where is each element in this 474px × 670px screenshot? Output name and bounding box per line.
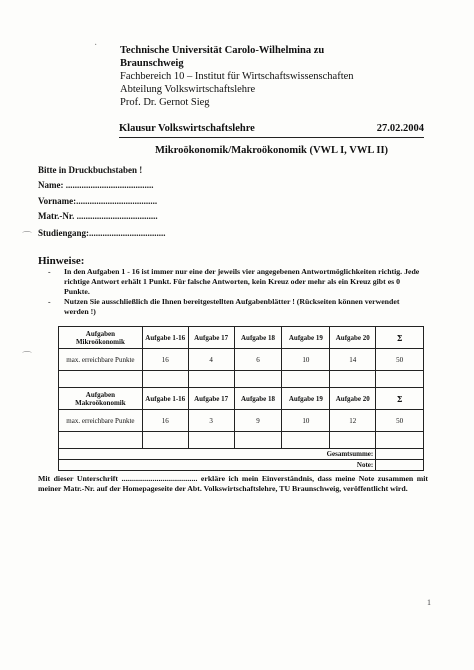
division: Abteilung Volkswirtschaftslehre bbox=[120, 84, 256, 95]
header-cell: Aufgabe 18 bbox=[234, 388, 282, 410]
note-label: Note: bbox=[59, 460, 376, 471]
points-cell: 4 bbox=[188, 349, 234, 371]
points-cell: 10 bbox=[282, 349, 330, 371]
micro-header-row bbox=[59, 327, 424, 349]
points-cell: 14 bbox=[330, 349, 376, 371]
macro-points-row bbox=[59, 410, 424, 432]
hinweis-text: Nutzen Sie ausschließlich die Ihnen bereitgestellten Aufgabenblätter ! (Rückseiten können verwendet werden !) bbox=[64, 297, 400, 316]
vorname-field[interactable]: Vorname:.................................... bbox=[38, 196, 158, 206]
header-cell: Aufgabe 1-16 bbox=[142, 388, 188, 410]
gesamtsumme-label: Gesamtsumme: bbox=[59, 449, 376, 460]
exam-title-row bbox=[119, 123, 424, 134]
letterhead bbox=[120, 44, 450, 109]
points-label: max. erreichbare Punkte bbox=[59, 349, 143, 371]
header-cell: Aufgabe 18 bbox=[234, 327, 282, 349]
bullet-dash: - bbox=[48, 267, 51, 276]
points-total: 50 bbox=[376, 410, 424, 432]
university-name: Technische Universität Carolo-Wilhelmina zu bbox=[120, 45, 325, 56]
points-cell: 16 bbox=[142, 410, 188, 432]
hinweise-list bbox=[48, 267, 424, 317]
note-value[interactable] bbox=[376, 460, 424, 471]
micro-score-row bbox=[59, 371, 424, 388]
header-cell: Aufgabe 20 bbox=[330, 327, 376, 349]
points-label: max. erreichbare Punkte bbox=[59, 410, 143, 432]
university-name-cont: Braunschweig bbox=[120, 58, 184, 69]
exam-subtitle: Mikroökonomik/Makroökonomik (VWL I, VWL II) bbox=[154, 145, 389, 156]
hinweis-item bbox=[48, 297, 424, 317]
department: Fachbereich 10 – Institut für Wirtschaftswissenschaften bbox=[120, 71, 354, 82]
micro-points-row bbox=[59, 349, 424, 371]
sigma-symbol: Σ bbox=[376, 327, 424, 349]
points-cell: 12 bbox=[330, 410, 376, 432]
title-rule bbox=[119, 137, 424, 138]
margin-scan-mark: ⌒ bbox=[22, 232, 32, 243]
professor: Prof. Dr. Gernot Sieg bbox=[120, 97, 210, 108]
scan-dot: · bbox=[94, 40, 98, 51]
hinweis-text: In den Aufgaben 1 - 16 ist immer nur eine der jeweils vier angegebenen Antwortmöglichkeiten richtig. Jede richtige Antwort erhält 1 Punkt. Für falsche Antworten, kein Kreuz oder mehr als ein Kreuz gibt es 0 Punkte. bbox=[64, 267, 420, 296]
matrnr-field[interactable]: Matr.-Nr. .................................... bbox=[38, 211, 158, 221]
print-instruction: Bitte in Druckbuchstaben ! bbox=[38, 165, 143, 175]
header-cell: Aufgabe 20 bbox=[330, 388, 376, 410]
exam-date: 27.02.2004 bbox=[376, 123, 424, 134]
header-cell: Aufgabe 19 bbox=[282, 327, 330, 349]
hinweis-item bbox=[48, 267, 424, 297]
studiengang-field[interactable]: Studiengang:.................................. bbox=[38, 228, 166, 238]
points-cell: 9 bbox=[234, 410, 282, 432]
name-field[interactable]: Name: ....................................... bbox=[38, 180, 154, 190]
gesamtsumme-value[interactable] bbox=[376, 449, 424, 460]
sigma-symbol: Σ bbox=[376, 388, 424, 410]
micro-label: Aufgaben Mikroökonomik bbox=[59, 327, 143, 349]
points-cell: 3 bbox=[188, 410, 234, 432]
header-cell: Aufgabe 17 bbox=[188, 388, 234, 410]
gesamtsumme-row bbox=[59, 449, 424, 460]
macro-label: Aufgaben Makroökonomik bbox=[59, 388, 143, 410]
points-total: 50 bbox=[376, 349, 424, 371]
points-cell: 16 bbox=[142, 349, 188, 371]
macro-score-row bbox=[59, 432, 424, 449]
margin-scan-mark: ⌒ bbox=[22, 352, 32, 363]
page-number: 1 bbox=[427, 598, 431, 607]
header-cell: Aufgabe 19 bbox=[282, 388, 330, 410]
macro-header-row bbox=[59, 388, 424, 410]
points-cell: 6 bbox=[234, 349, 282, 371]
exam-title: Klausur Volkswirtschaftslehre bbox=[119, 123, 255, 134]
score-table bbox=[58, 326, 424, 471]
signature-consent: Mit dieser Unterschrift ....................................... erkläre ich mein Einverständnis, dass meine Note zusammen mit meiner Matr.-Nr. auf der Homepageseite der Abt. Volkswirtschaftslehre, TU Braunschweig, veröffentlicht wird. bbox=[38, 474, 428, 493]
points-cell: 10 bbox=[282, 410, 330, 432]
hinweise-title: Hinweise: bbox=[38, 255, 85, 267]
note-row bbox=[59, 460, 424, 471]
header-cell: Aufgabe 1-16 bbox=[142, 327, 188, 349]
bullet-dash: - bbox=[48, 297, 51, 306]
header-cell: Aufgabe 17 bbox=[188, 327, 234, 349]
